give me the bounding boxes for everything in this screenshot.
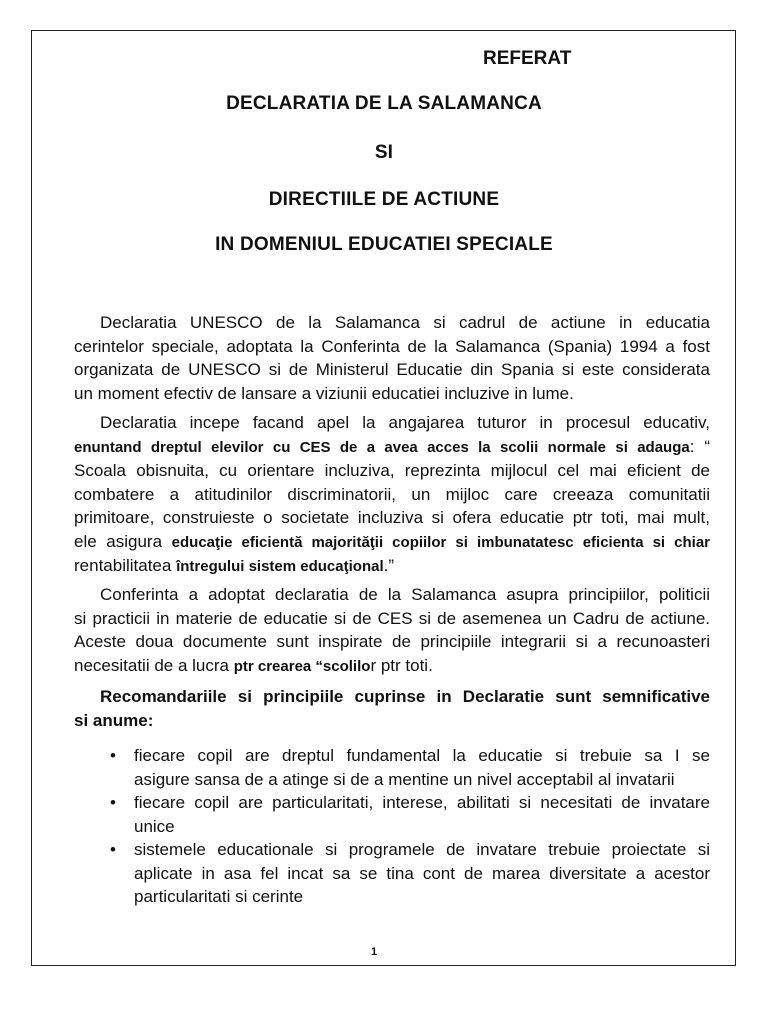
- text-line: cerintelor speciale, adoptata la Conferinta de la Salamanca (Spania) 1994 a fost: [74, 336, 710, 356]
- text-line: [74, 530, 710, 555]
- list-item: [110, 791, 710, 838]
- text-line: unice: [134, 816, 175, 836]
- paragraph-intro: [74, 311, 710, 405]
- page-number: 1: [370, 946, 378, 958]
- text-fragment: .”: [383, 556, 395, 575]
- text-line: [74, 654, 710, 679]
- text-line: combatere a atitudinilor discriminatorii, un mijloc care creeaza comunitatii: [74, 484, 710, 504]
- text-line: [74, 554, 710, 579]
- text-line: asigure sansa de a atinge si de a mentine un nivel acceptabil al invatarii: [134, 769, 675, 789]
- bullet-icon: •: [110, 793, 116, 812]
- text-line: fiecare copil are dreptul fundamental la educatie si trebuie sa I se: [134, 746, 710, 765]
- text-fragment: ptr toti.: [376, 655, 433, 675]
- text-line: si anume:: [74, 710, 154, 730]
- bold-text: educaţie eficientă majorităţii copiilor si imbunatatesc eficienta si chiar: [171, 533, 710, 551]
- text-line: Recomandariile si principiile cuprinse in Declaratie sunt semnificative: [100, 687, 710, 706]
- text-line: primitoare, construieste o societate incluziva si ofera educatie ptr toti, mai mult,: [74, 508, 710, 527]
- text-fragment: ele asigura: [74, 531, 172, 551]
- bullet-icon: •: [110, 840, 116, 859]
- text-line: si practicii in materie de educatie si de CES si de asemenea un Cadru de actiune.: [74, 608, 710, 628]
- text-line: [74, 435, 710, 460]
- page-title-line-3: DIRECTIILE DE ACTIUNE: [268, 189, 500, 210]
- text-line: fiecare copil are particularitati, interese, abilitati si necesitati de invatare: [134, 793, 710, 812]
- bold-text: întregului sistem educaţional: [176, 558, 384, 575]
- list-item: [110, 838, 710, 909]
- text-fragment: necesitatii de a lucra: [74, 655, 234, 675]
- list-item: [110, 744, 710, 791]
- text-line: Aceste doua documente sunt inspirate de principiile integrarii si a recunoasteri: [74, 632, 710, 651]
- page-title-line-2: SI: [374, 142, 394, 163]
- bold-text: ptr crearea “scolilo: [233, 657, 371, 675]
- bullet-icon: •: [110, 746, 116, 765]
- text-fragment: rentabilitatea: [74, 556, 177, 575]
- paragraph-declaration: [74, 411, 710, 579]
- text-line: organizata de UNESCO si de Ministerul Educatie din Spania si este considerata: [74, 360, 710, 379]
- text-line: un moment efectiv de lansare a viziunii educatiei incluzive in lume.: [74, 383, 574, 403]
- text-line: Conferinta a adoptat declaratia de la Salamanca asupra principiilor, politicii: [100, 585, 710, 604]
- document-label: REFERAT: [483, 48, 572, 69]
- text-line: sistemele educationale si programele de invatare trebuie proiectate si: [134, 840, 710, 859]
- page-title-line-1: DECLARATIA DE LA SALAMANCA: [226, 93, 542, 114]
- bold-text: enuntand dreptul elevilor cu CES de a avea acces la scolii normale si adauga: [74, 438, 690, 456]
- paragraph-recommendations-heading: [74, 685, 710, 732]
- text-line: Declaratia UNESCO de la Salamanca si cadrul de actiune in educatia: [100, 313, 710, 332]
- recommendations-list: [110, 744, 710, 909]
- paragraph-conference: [74, 583, 710, 678]
- text-line: Scoala obisnuita, cu orientare incluziva, reprezinta mijlocul cel mai eficient de: [74, 461, 710, 480]
- text-fragment: : “: [689, 436, 710, 456]
- text-line: particularitati si cerinte: [134, 887, 304, 906]
- text-line: Declaratia incepe facand apel la angajarea tuturor in procesul educativ,: [100, 413, 710, 432]
- page-title-line-4: IN DOMENIUL EDUCATIEI SPECIALE: [215, 234, 553, 255]
- text-fragment: r: [370, 655, 377, 675]
- text-line: aplicate in asa fel incat sa se tina cont de marea diversitate a acestor: [134, 863, 710, 883]
